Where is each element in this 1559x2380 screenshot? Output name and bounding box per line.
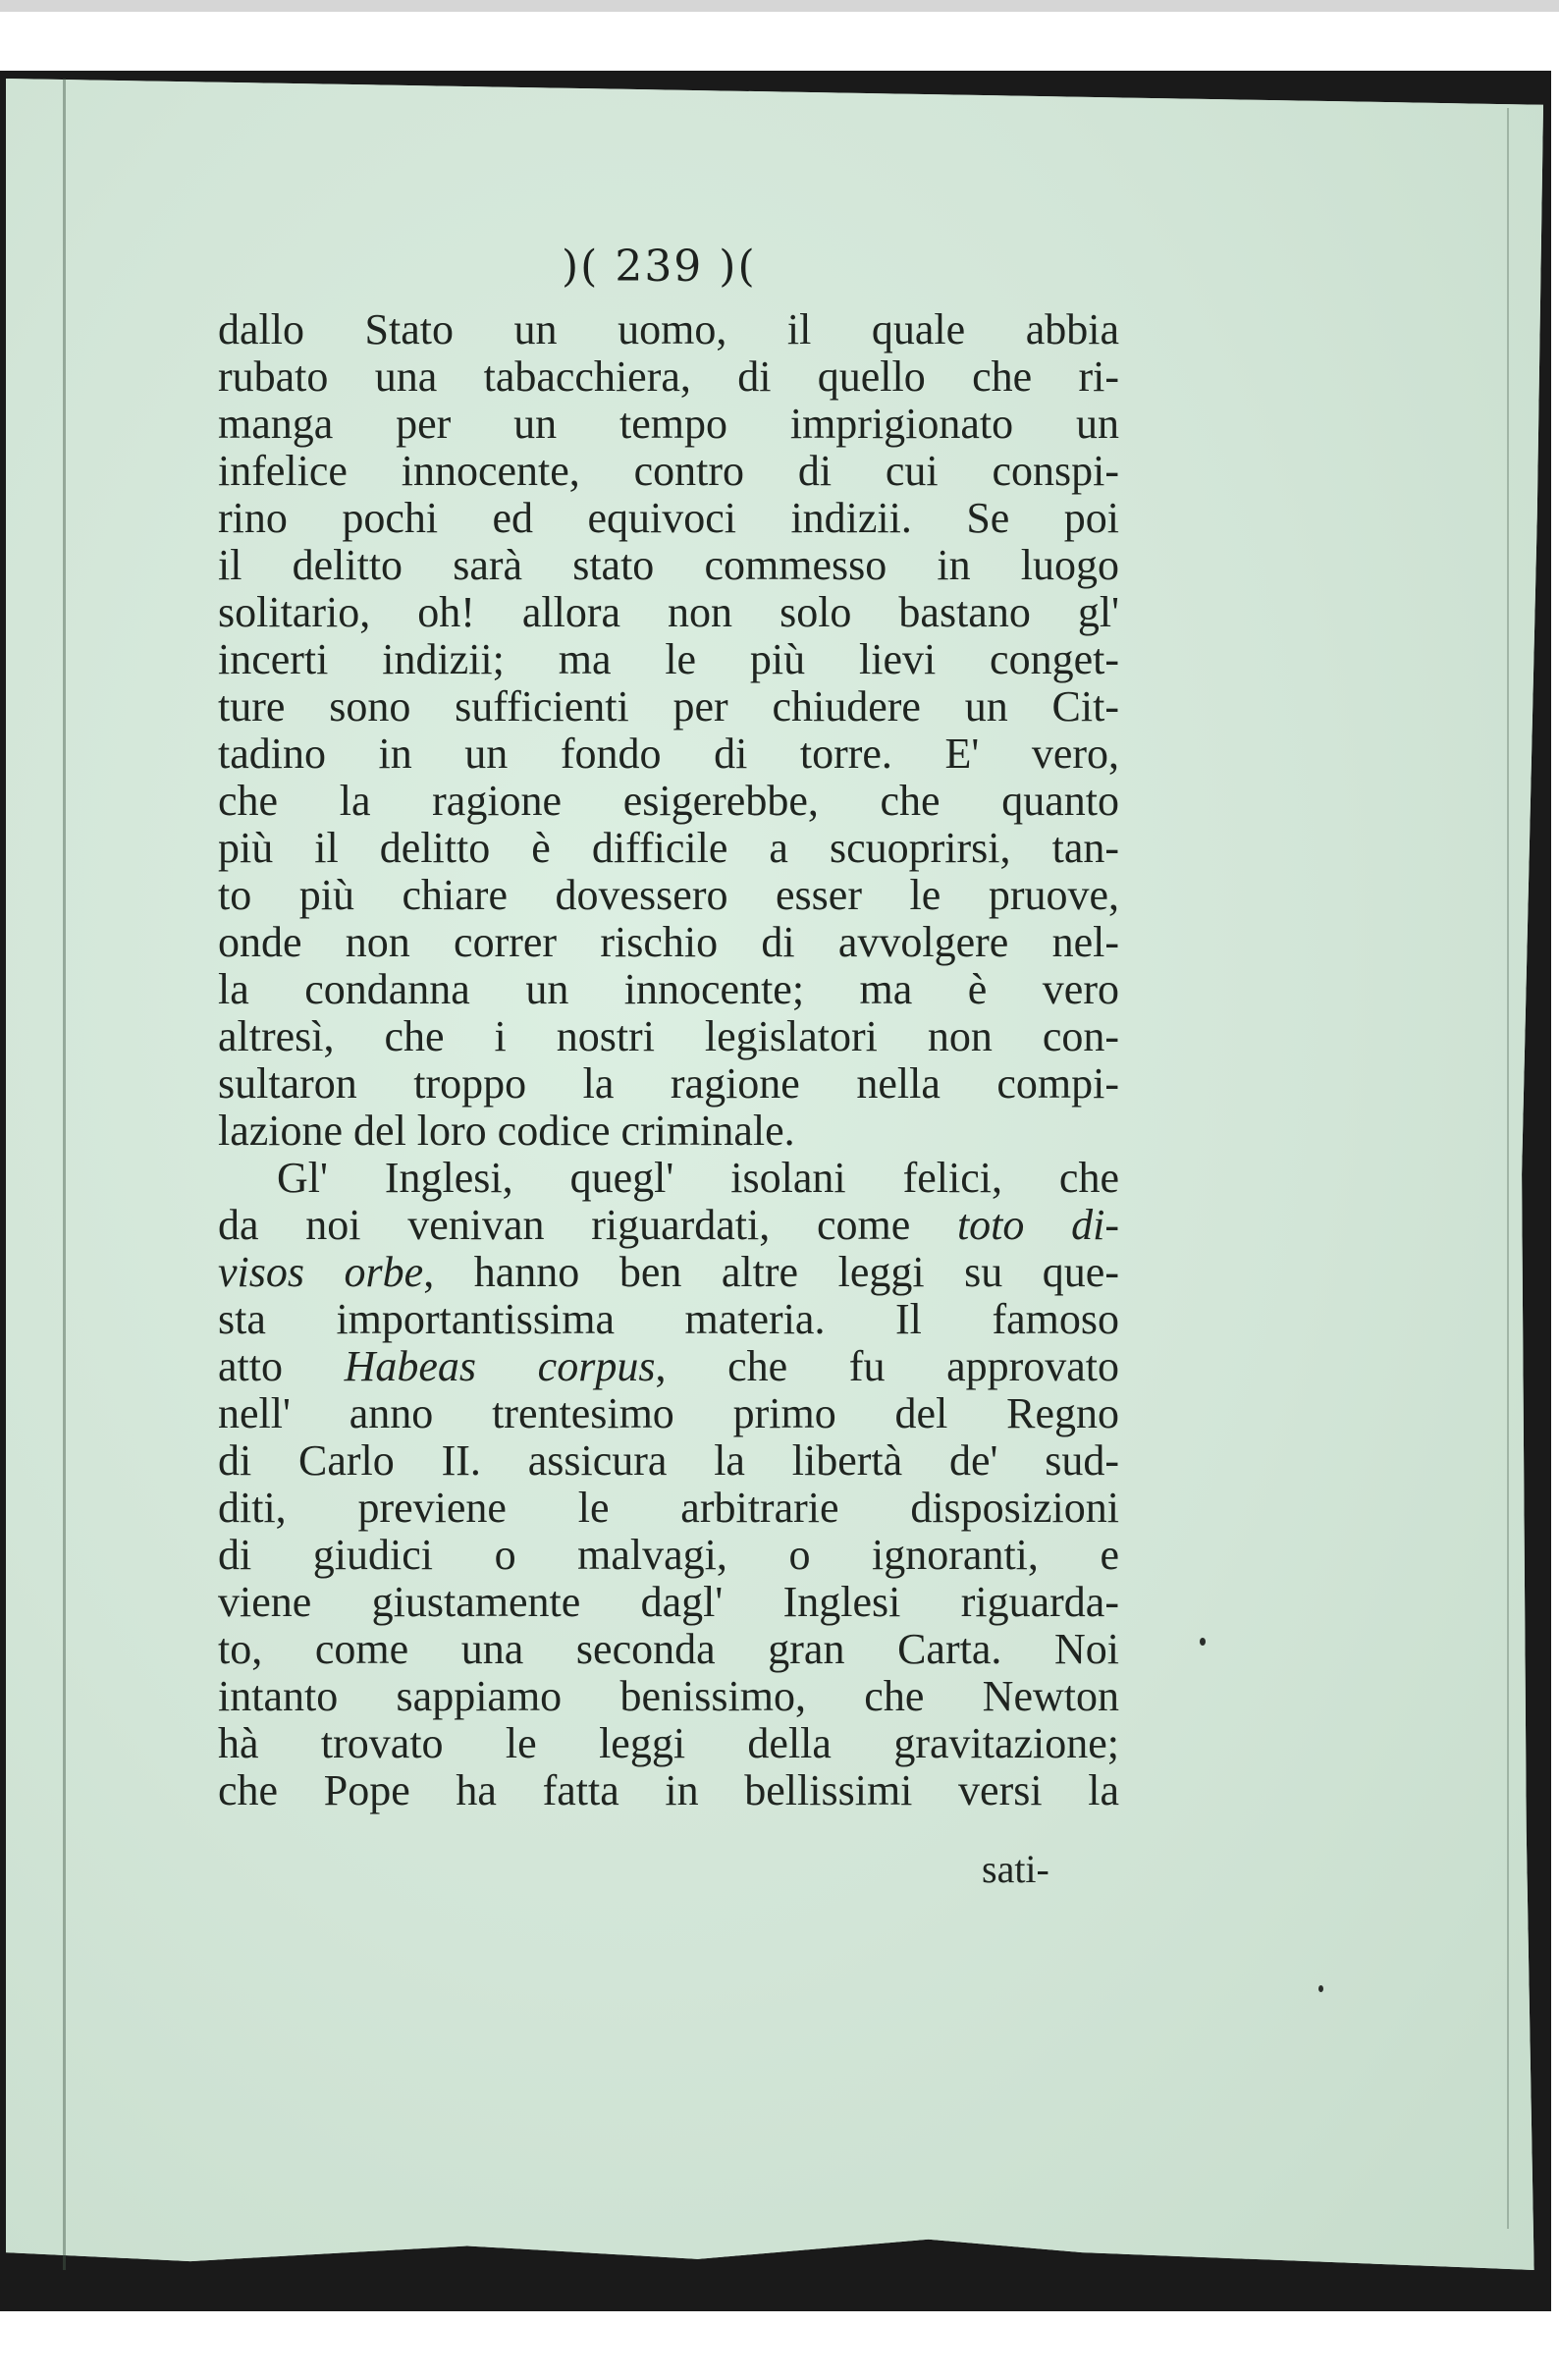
page-header: )( 239 )( [562,242,757,292]
text-line: che Pope ha fatta in bellissimi versi la [218,1766,1119,1814]
italic-phrase: visos orbe [218,1248,424,1296]
text-line: diti, previene le arbitrarie disposizioni [218,1484,1119,1532]
text-line: sta importantissima materia. Il famoso [218,1295,1119,1343]
text-span: , che fu approvato [655,1342,1120,1390]
text-line: to, come una seconda gran Carta. Noi [218,1625,1119,1673]
text-line: rino pochi ed equivoci indizii. Se poi [218,494,1119,542]
text-line: nell' anno trentesimo primo del Regno [218,1389,1119,1437]
text-line: rubato una tabacchiera, di quello che ri- [218,352,1119,401]
ink-speck [1318,1985,1323,1992]
text-line [218,1343,1119,1390]
text-line: hà trovato le leggi della gravitazione; [218,1719,1119,1767]
text-line: infelice innocente, contro di cui conspi- [218,447,1119,495]
gutter-edge [63,79,66,2270]
text-line: più il delitto è difficile a scuoprirsi, tan- [218,824,1119,872]
italic-phrase: toto di- [956,1201,1119,1249]
text-line: to più chiare dovessero esser le pruove, [218,871,1119,919]
fore-edge [1507,108,1509,2229]
text-span: , hanno ben altre leggi su que- [423,1248,1119,1296]
text-line: incerti indizii; ma le più lievi conget- [218,635,1119,683]
text-line: di giudici o malvagi, o ignoranti, e [218,1531,1119,1579]
text-line: ture sono sufficienti per chiudere un Cit- [218,682,1119,730]
text-line: solitario, oh! allora non solo bastano gl' [218,588,1119,636]
text-line [218,1249,1119,1296]
text-line: altresì, che i nostri legislatori non con- [218,1012,1119,1060]
text-line: onde non correr rischio di avvolgere nel- [218,918,1119,966]
text-line: manga per un tempo imprigionato un [218,400,1119,448]
catchword: sati- [982,1847,1049,1891]
text-line: lazione del loro codice criminale. [218,1107,795,1155]
text-line [218,1202,1119,1249]
text-line: Gl' Inglesi, quegl' isolani felici, che [277,1154,1119,1202]
ink-speck [1200,1638,1206,1646]
italic-phrase: Habeas corpus [344,1342,656,1390]
text-line: che la ragione esigerebbe, che quanto [218,777,1119,825]
text-line: sultaron troppo la ragione nella compi- [218,1059,1119,1108]
text-span: atto [218,1342,345,1390]
text-line: dallo Stato un uomo, il quale abbia [218,305,1119,353]
text-line: il delitto sarà stato commesso in luogo [218,541,1119,589]
text-line: la condanna un innocente; ma è vero [218,965,1119,1013]
text-line: viene giustamente dagl' Inglesi riguarda- [218,1578,1119,1626]
scanner-top-band [0,0,1559,12]
text-line: di Carlo II. assicura la libertà de' sud- [218,1436,1119,1485]
text-line: tadino in un fondo di torre. E' vero, [218,730,1119,778]
text-span: da noi venivan riguardati, come [218,1201,957,1249]
text-line: intanto sappiamo benissimo, che Newton [218,1672,1119,1720]
